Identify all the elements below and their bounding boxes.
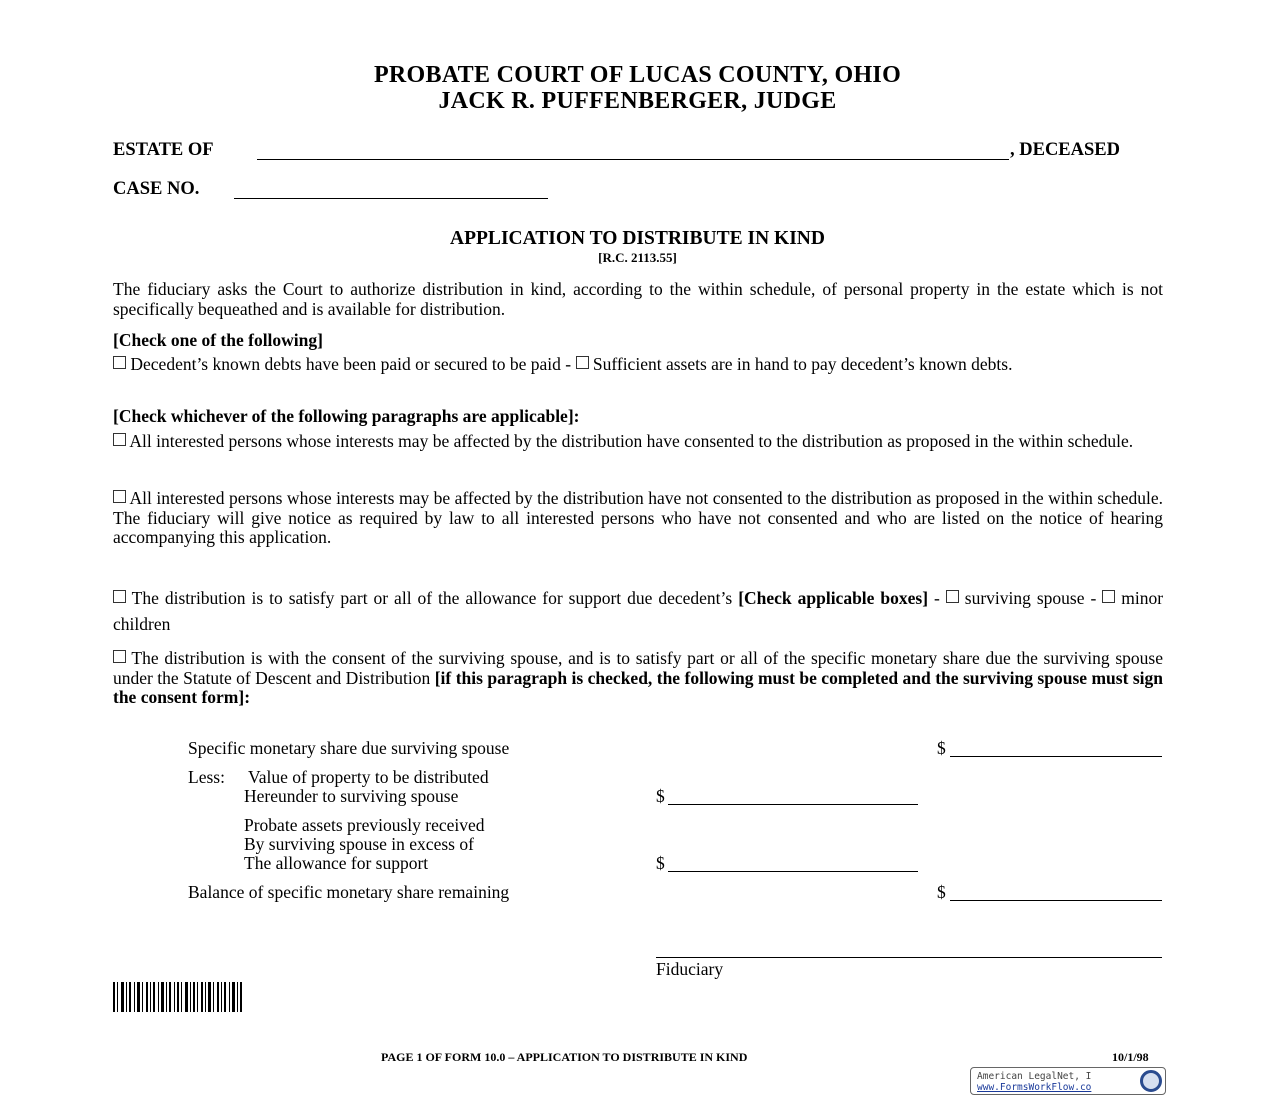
estate-field[interactable] [257, 159, 1009, 160]
spouse-consent-text: The distribution is with the consent of the surviving spouse, and is to satisfy part or all of the specific monetary share due the surviving spouse under the Statute of Descent and Distribution [113, 648, 1164, 688]
debts-paid-checkbox[interactable] [113, 356, 126, 369]
case-number-field[interactable] [234, 198, 548, 199]
logo-url[interactable]: www.FormsWorkFlow.co [977, 1082, 1092, 1093]
probate-assets-line1: Probate assets previously received [244, 815, 485, 835]
fiduciary-signature-line[interactable] [656, 957, 1162, 958]
value-property-line2: Hereunder to surviving spouse [244, 786, 459, 806]
consented-text: All interested persons whose interests may be affected by the distribution have consented to the distribution as proposed in the within schedule. [129, 431, 1134, 451]
minor-children-checkbox[interactable] [1102, 590, 1115, 603]
legalnet-logo [970, 1067, 1166, 1095]
not-consented-paragraph [113, 489, 1163, 548]
balance-field[interactable] [950, 900, 1162, 901]
specific-share-field[interactable] [950, 756, 1162, 757]
balance-label: Balance of specific monetary share remaining [188, 882, 510, 902]
not-consented-text: All interested persons whose interests may be affected by the distribution have not consented to the distribution as proposed in the within schedule. The fiduciary will give notice as required by law to all interested persons who have not consented and who are listed on the notice of hearing accompanying this application. [113, 488, 1163, 547]
value-property-currency: $ [656, 786, 665, 806]
sufficient-assets-label: Sufficient assets are in hand to pay decedent’s known debts. [592, 354, 1013, 374]
statute-ref: [R.C. 2113.55] [598, 250, 677, 265]
allowance-instruction: [Check applicable boxes] [738, 588, 929, 608]
consented-checkbox[interactable] [113, 433, 126, 446]
probate-assets-line3: The allowance for support [244, 853, 429, 873]
debts-options [113, 355, 1163, 375]
consented-paragraph [113, 432, 1163, 452]
value-property-field[interactable] [668, 804, 918, 805]
allowance-sep: - [928, 588, 940, 608]
specific-share-currency: $ [937, 738, 946, 758]
case-label: CASE NO. [113, 179, 200, 199]
probate-assets-line2: By surviving spouse in excess of [244, 834, 474, 854]
balance-currency: $ [937, 882, 946, 902]
probate-assets-field[interactable] [668, 871, 918, 872]
form-title: APPLICATION TO DISTRIBUTE IN KIND [450, 228, 825, 249]
fiduciary-label: Fiduciary [656, 959, 724, 979]
section1-heading: [Check one of the following] [113, 330, 323, 350]
debts-paid-label: Decedent’s known debts have been paid or secured to be paid - [130, 354, 572, 374]
allowance-checkbox[interactable] [113, 590, 126, 603]
specific-share-label: Specific monetary share due surviving spouse [188, 738, 510, 758]
allowance-paragraph [113, 585, 1163, 637]
less-label: Less: [188, 767, 225, 787]
form-date: 10/1/98 [1112, 1050, 1149, 1064]
value-property-line1: Value of property to be distributed [248, 767, 489, 787]
probate-assets-currency: $ [656, 853, 665, 873]
barcode [113, 982, 242, 1012]
intro-paragraph: The fiduciary asks the Court to authorize distribution in kind, according to the within schedule, of personal property in the estate which is not specifically bequeathed and is available for distribution. [113, 279, 1163, 319]
spouse-consent-checkbox[interactable] [113, 650, 126, 663]
spouse-consent-paragraph [113, 649, 1163, 708]
court-title: PROBATE COURT OF LUCAS COUNTY, OHIO [373, 62, 902, 88]
estate-label: ESTATE OF [113, 140, 214, 160]
sufficient-assets-checkbox[interactable] [576, 356, 589, 369]
surviving-spouse-label: surviving spouse - [964, 588, 1097, 608]
minor-children-label: minor children [113, 588, 1164, 634]
not-consented-checkbox[interactable] [113, 490, 126, 503]
logo-line1: American LegalNet, I [977, 1071, 1092, 1082]
judge-name: JACK R. PUFFENBERGER, JUDGE [438, 88, 837, 114]
spouse-consent-instruction: [if this paragraph is checked, the following must be completed and the surviving spouse must sign the consent form]: [113, 667, 1164, 707]
surviving-spouse-checkbox[interactable] [946, 590, 959, 603]
deceased-label: , DECEASED [1010, 140, 1120, 160]
allowance-text: The distribution is to satisfy part or all of the allowance for support due decedent’s [131, 588, 733, 608]
section2-heading: [Check whichever of the following paragraphs are applicable]: [113, 406, 580, 426]
page-footer: PAGE 1 OF FORM 10.0 – APPLICATION TO DISTRIBUTE IN KIND [381, 1050, 748, 1064]
globe-icon [1140, 1070, 1162, 1092]
